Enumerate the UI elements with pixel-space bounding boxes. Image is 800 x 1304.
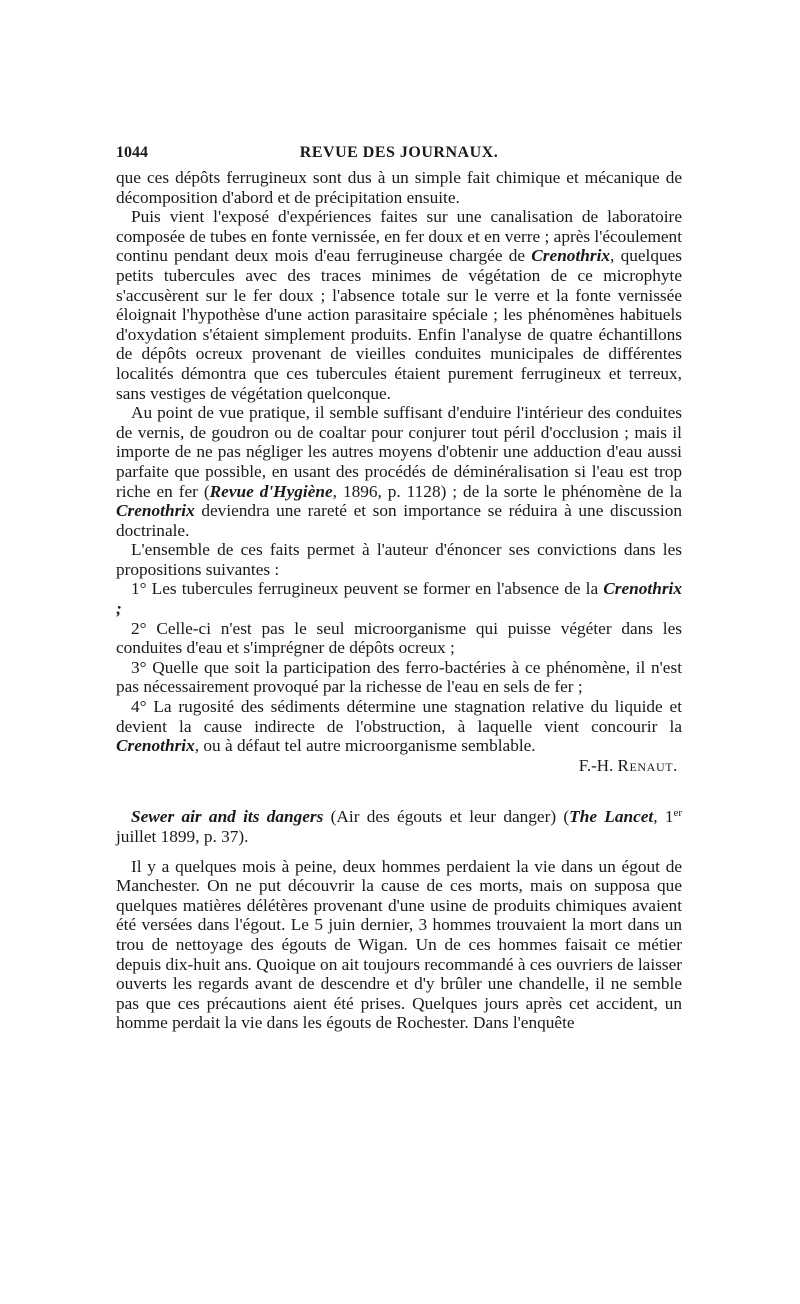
proposition-item: 1° Les tubercules ferrugineux peuvent se former en l'absence de la Crenothrix ; <box>116 579 682 619</box>
proposition-item: 3° Quelle que soit la participation des ferro-bactéries à ce phénomène, il n'est pas nécessairement provoqué par la richesse de l'eau en sels de fer ; <box>116 657 682 697</box>
proposition-item: 4° La rugosité des sédiments détermine une stagnation relative du liquide et devient la cause indirecte de l'obstruction, à laquelle vient concourir la Crenothrix, ou à défaut tel autre microorganisme semblable. <box>116 697 682 756</box>
taxon-name: Crenothrix <box>531 246 611 266</box>
paragraph: Au point de vue pratique, il semble suffisant d'enduire l'intérieur des conduites de vernis, de goudron ou de coaltar pour conjurer tout péril d'occlusion ; mais il importe de ne pas négliger les autres moyens d'obtenir une adduction d'eau aussi parfaite que possible, en usant des procédés de déminéralisation si l'eau est trop riche en fer (Revue d'Hygiène, 1896, p. 1128) ; de la sorte le phénomène de la Crenothrix deviendra une rareté et son importance se réduira à une discussion doctrinale. <box>116 403 682 540</box>
proposition-item: 2° Celle-ci n'est pas le seul microorganisme qui puisse végéter dans les conduites d'eau et s'imprégner de dépôts ocreux ; <box>116 618 682 658</box>
spacer <box>116 847 682 857</box>
article-sewer-air <box>116 807 682 1033</box>
page-header <box>116 138 682 168</box>
paragraph: Il y a quelques mois à peine, deux hommes perdaient la vie dans un égout de Manchester. On ne put découvrir la cause de ces morts, mais on supposa que quelques matières délétères provenant d'une usine de produits chimiques avaient été versées dans l'égout. Le 5 juin dernier, 3 hommes trouvaient la mort dans un trou de nettoyage des égouts de Wigan. Un de ces hommes faisait ce métier depuis dix-huit ans. Quoique on ait toujours recommandé à ces ouvriers de laisser ouverts les regards avant de descendre et d'y brûler une chandelle, il ne semble pas que ces précautions aient été prises. Quelques jours après cet accident, un homme perdait la vie dans les égouts de Rochester. Dans l'enquête <box>116 856 682 1033</box>
author-signature: F.-H. Renaut. <box>578 755 678 775</box>
paragraph: L'ensemble de ces faits permet à l'auteur d'énoncer ses convictions dans les propositions suivantes : <box>116 540 682 579</box>
paragraph: Puis vient l'exposé d'expériences faites sur une canalisation de laboratoire composée de tubes en fonte vernissée, en fer doux et en verre ; après l'écoulement continu pendant deux mois d'eau ferrugineuse chargée de Crenothrix, quelques petits tubercules avec des traces minimes de végétation de ce microphyte s'accusèrent sur le fer doux ; l'absence totale sur le verre et la fonte vernissée éloignait l'hypothèse d'une action parasitaire spéciale ; les phénomènes habituels d'oxydation s'étaient simplement produits. Enfin l'analyse de quatre échantillons de dépôts ocreux provenant de vieilles conduites municipales de différentes localités démontra que ces tubercules étaient purement ferrugineux et terreux, sans vestiges de végétation quelconque. <box>116 207 682 403</box>
journal-reference: The Lancet <box>569 807 654 827</box>
taxon-name: Crenothrix <box>116 736 195 756</box>
journal-reference: Revue d'Hygiène <box>209 481 333 501</box>
paragraph: que ces dépôts ferrugineux sont dus à un simple fait chimique et mécanique de décomposition d'abord et de précipitation ensuite. <box>116 168 682 207</box>
taxon-name: Crenothrix ; <box>116 579 682 619</box>
page <box>116 138 682 1033</box>
page-number: 1044 <box>116 144 148 161</box>
taxon-name: Crenothrix <box>116 501 195 521</box>
article-title: Sewer air and its dangers (Air des égouts et leur danger) (The Lancet, 1er juillet 1899, p. 37). <box>116 807 683 846</box>
running-title: REVUE DES JOURNAUX. <box>299 144 499 161</box>
english-title: Sewer air and its dangers <box>131 807 324 827</box>
section-divider <box>116 775 682 807</box>
article-ferrugineux <box>116 168 682 775</box>
